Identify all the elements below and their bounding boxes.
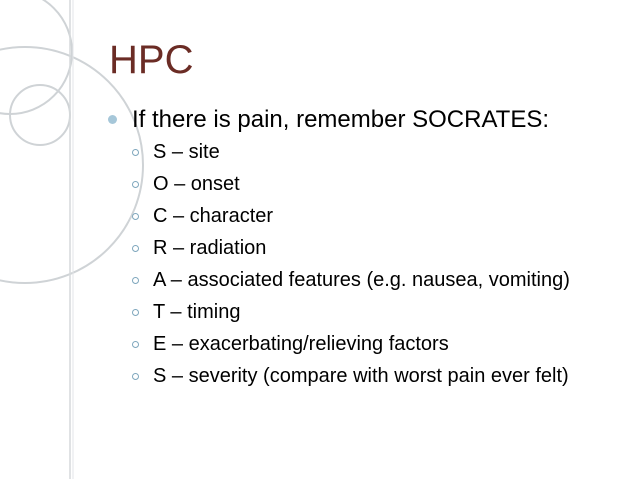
list-item: A – associated features (e.g. nausea, vomiting) xyxy=(132,269,608,292)
circle-bullet-icon xyxy=(132,245,139,252)
list-item: T – timing xyxy=(132,301,608,324)
circle-bullet-icon xyxy=(132,277,139,284)
circle-bullet-icon xyxy=(132,341,139,348)
list-item: S – severity (compare with worst pain ever felt) xyxy=(132,365,608,388)
list-item: O – onset xyxy=(132,173,608,196)
circle-bullet-icon xyxy=(132,373,139,380)
list-item: S – site xyxy=(132,141,608,164)
circle-bullet-icon xyxy=(132,149,139,156)
main-bullet xyxy=(108,104,608,135)
main-bullet-text: If there is pain, remember SOCRATES: xyxy=(132,106,550,133)
slide-body xyxy=(108,104,608,397)
bullet-dot-icon xyxy=(108,115,117,124)
list-item: R – radiation xyxy=(132,237,608,260)
circle-bullet-icon xyxy=(132,309,139,316)
circle-bullet-icon xyxy=(132,181,139,188)
decor-ring-top xyxy=(0,0,72,114)
slide-title: HPC xyxy=(109,38,194,82)
list-item: C – character xyxy=(132,205,608,228)
decor-ring-small xyxy=(10,85,70,145)
socrates-list xyxy=(108,141,608,388)
circle-bullet-icon xyxy=(132,213,139,220)
list-item: E – exacerbating/relieving factors xyxy=(132,333,608,356)
